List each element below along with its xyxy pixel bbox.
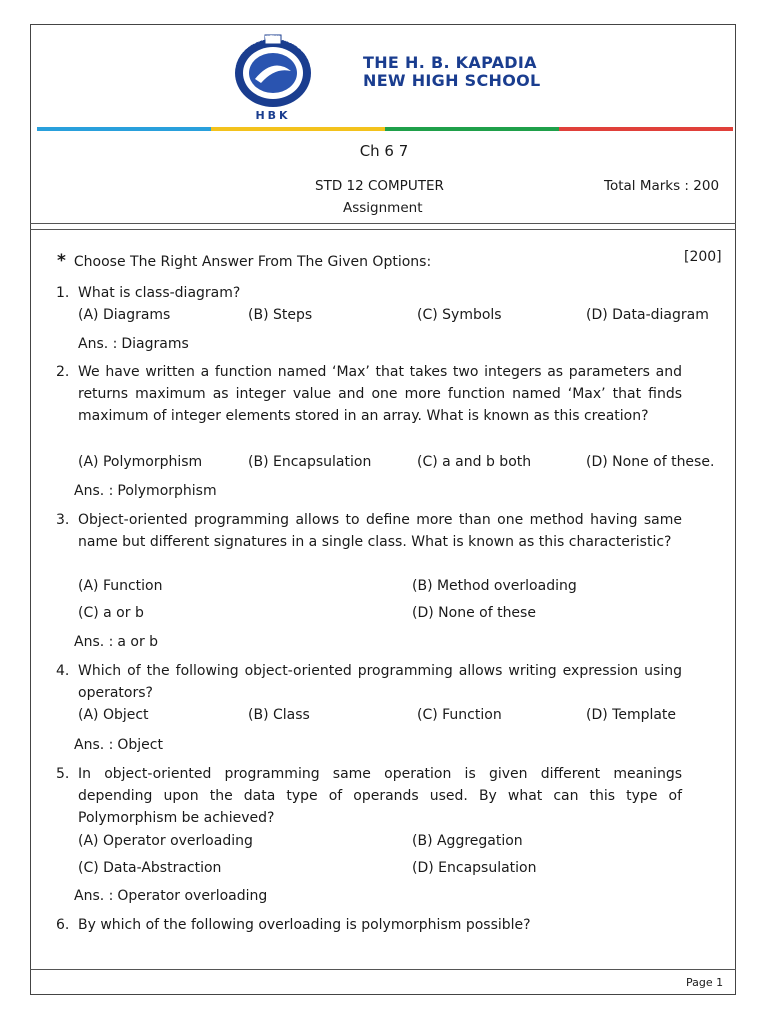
- option-d: (D) Data-diagram: [586, 307, 709, 323]
- answer-label: Ans. :: [74, 888, 114, 904]
- option-b: (B) Class: [248, 707, 310, 723]
- question-text: By which of the following overloading is polymorphism possible?: [78, 917, 531, 933]
- school-name-line2: NEW HIGH SCHOOL: [363, 71, 541, 90]
- logo-ring-text: SHRI KAPADIA NEW HIGH SCHOOL: [230, 34, 316, 70]
- option-d: (D) None of these: [412, 605, 536, 621]
- question-number: 3.: [56, 512, 70, 528]
- option-a: (A) Object: [78, 707, 149, 723]
- option-c: (C) Data-Abstraction: [78, 860, 222, 876]
- option-c: (C) Symbols: [417, 307, 502, 323]
- option-d: (D) Template: [586, 707, 677, 723]
- section-marks: [200]: [684, 249, 722, 265]
- answer-label: Ans. :: [78, 336, 118, 352]
- question-text: We have written a function named ‘Max’ that takes two integers as parameters and returns maximum as integer value and one more function named ‘Max’ that finds maximum of integer elements stored in an array. What is known as this creation?: [78, 364, 682, 424]
- answer-label: Ans. :: [74, 634, 114, 650]
- total-marks: Total Marks : 200: [604, 178, 720, 194]
- answer-text: a or b: [117, 634, 159, 650]
- question-number: 5.: [56, 766, 70, 782]
- page-number: Page 1: [686, 976, 724, 989]
- question-text: Which of the following object-oriented programming allows writing expression using operators?: [78, 663, 682, 701]
- answer-label: Ans. :: [74, 483, 114, 499]
- document-type: Assignment: [343, 200, 423, 216]
- question-text: What is class-diagram?: [78, 285, 241, 301]
- color-bar-segment: [211, 127, 385, 131]
- option-a: (A) Polymorphism: [78, 454, 203, 470]
- school-name: [363, 54, 541, 90]
- title-divider-top: [30, 223, 736, 224]
- question-number: 6.: [56, 917, 70, 933]
- instruction-text: Choose The Right Answer From The Given Options:: [73, 254, 432, 270]
- answer-4: [74, 737, 163, 753]
- answer-2: [74, 483, 217, 499]
- answer-text: Operator overloading: [117, 888, 268, 904]
- answer-text: Diagrams: [121, 336, 189, 352]
- color-bar-segment: [559, 127, 733, 131]
- option-a: (A) Function: [78, 578, 163, 594]
- title-divider-bottom: [30, 229, 736, 230]
- question-text: In object-oriented programming same operation is given different meanings depending upon the data type of operands used. By what can this type of Polymorphism be achieved?: [78, 766, 682, 826]
- question-number: 4.: [56, 663, 70, 679]
- option-d: (D) Encapsulation: [412, 860, 537, 876]
- question-number: 1.: [56, 285, 70, 301]
- school-logo: [213, 33, 333, 121]
- chapter-title: Ch 6 7: [359, 142, 409, 160]
- option-b: (B) Aggregation: [412, 833, 523, 849]
- option-b: (B) Method overloading: [412, 578, 577, 594]
- standard-subject: STD 12 COMPUTER: [315, 178, 444, 194]
- answer-text: Polymorphism: [117, 483, 217, 499]
- logo-initials: HBK: [255, 109, 291, 121]
- option-c: (C) Function: [417, 707, 502, 723]
- option-b: (B) Steps: [248, 307, 313, 323]
- option-c: (C) a and b both: [417, 454, 532, 470]
- answer-text: Object: [117, 737, 163, 753]
- color-bar-segment: [37, 127, 211, 131]
- question-number: 2.: [56, 364, 70, 380]
- option-d: (D) None of these.: [586, 454, 715, 470]
- header-color-bar: [37, 127, 733, 131]
- answer-label: Ans. :: [74, 737, 114, 753]
- option-a: (A) Operator overloading: [78, 833, 253, 849]
- option-b: (B) Encapsulation: [248, 454, 372, 470]
- instruction-star: *: [57, 251, 66, 271]
- option-c: (C) a or b: [78, 605, 144, 621]
- answer-5: [74, 888, 267, 904]
- school-name-line1: THE H. B. KAPADIA: [363, 53, 537, 72]
- section-instruction: [57, 251, 431, 271]
- question-text: Object-oriented programming allows to define more than one method having same name but different signatures in a single class. What is known as this characteristic?: [78, 512, 682, 550]
- answer-1: [78, 336, 189, 352]
- answer-3: [74, 634, 158, 650]
- footer-divider: [30, 969, 736, 970]
- color-bar-segment: [385, 127, 559, 131]
- option-a: (A) Diagrams: [78, 307, 171, 323]
